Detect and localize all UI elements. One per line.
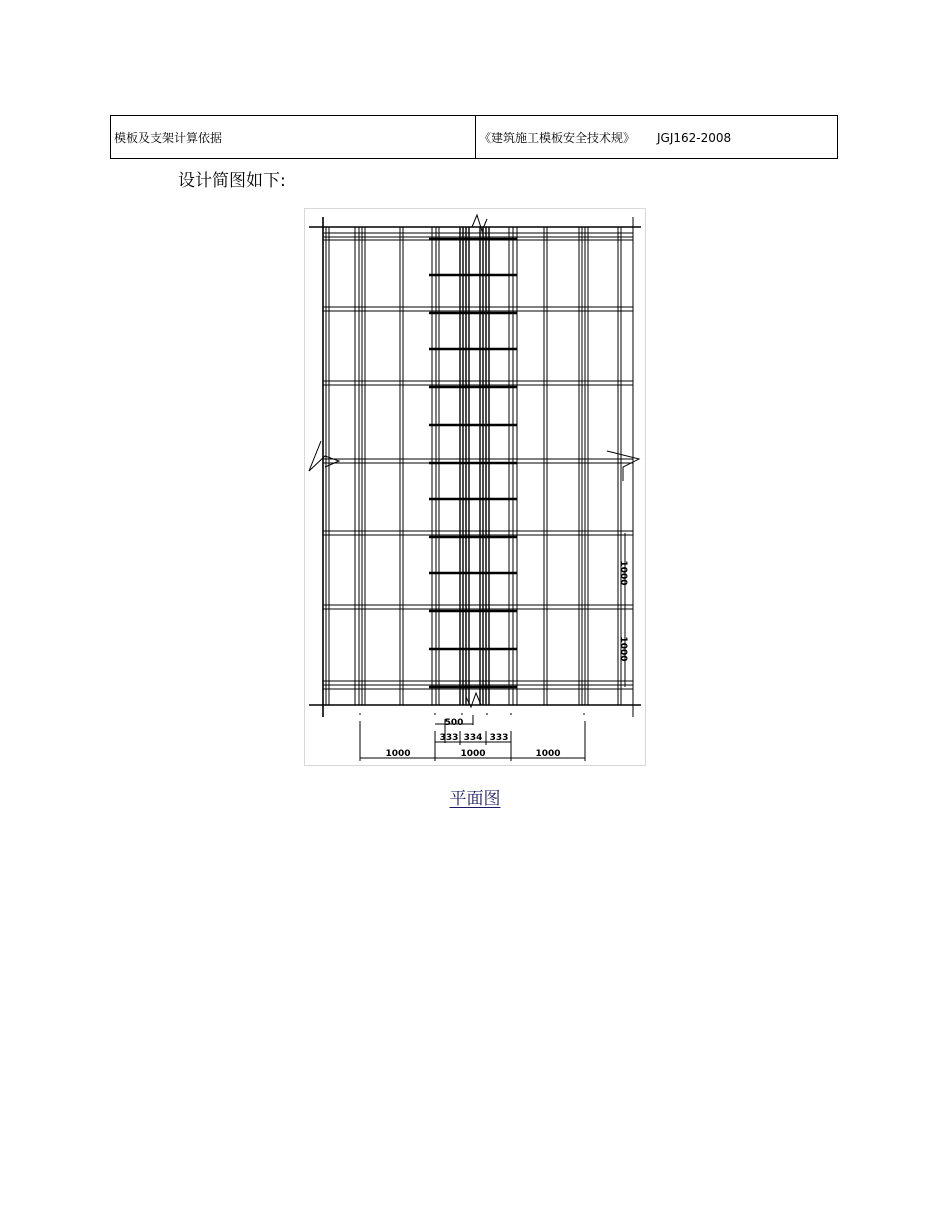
plan-drawing — [304, 208, 646, 766]
standard-name: 《建筑施工模板安全技术规》 — [479, 130, 636, 145]
intro-text: 设计简图如下: — [178, 171, 286, 191]
bottom-dim-1: 1000 — [385, 749, 411, 759]
middle-dim-1: 333 — [439, 733, 459, 743]
vertical-dim-upper: 1000 — [618, 560, 628, 586]
info-row — [111, 116, 838, 159]
figure-caption — [0, 784, 950, 809]
bottom-dim-3: 1000 — [535, 749, 561, 759]
break-symbol-left — [309, 441, 339, 471]
basis-label-cell: 模板及支架计算依据 — [111, 116, 476, 159]
info-table — [110, 115, 838, 159]
standard-cell — [476, 116, 838, 159]
middle-dim-2: 334 — [463, 733, 483, 743]
caption-text: 平面图 — [449, 789, 501, 809]
top-dim-label: 500 — [444, 718, 464, 728]
middle-dim-3: 333 — [489, 733, 509, 743]
break-symbol-right — [607, 451, 639, 481]
vertical-dim-lower: 1000 — [618, 636, 628, 662]
bottom-dim-2: 1000 — [460, 749, 486, 759]
standard-code: JGJ162-2008 — [657, 130, 732, 145]
